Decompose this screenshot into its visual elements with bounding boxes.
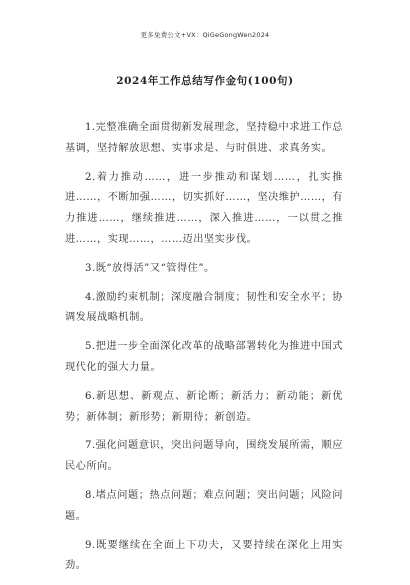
paragraph-4: 4.激励约束机制；深度融合制度；韧性和安全水平；协调发展战略机制。 (65, 291, 343, 324)
paragraph-5: 5.把进一步全面深化改革的战略部署转化为推进中国式现代化的强大力量。 (65, 341, 343, 373)
paragraph-7: 7.强化问题意识，突出问题导向，围绕发展所需，顺应民心所向。 (65, 440, 343, 473)
paragraph-8: 8.堵点问题；热点问题；难点问题；突出问题；风险问题。 (65, 489, 343, 522)
paragraph-6: 6.新思想、新观点、新论断；新活力；新动能；新优势；新体制；新形势；新期待；新创造。 (65, 390, 343, 423)
document-title: 2024年工作总结写作金句(100句) (116, 75, 294, 87)
header-note: 更多免费公文+VX：QiGeGongWen2024 (140, 31, 270, 39)
document-body (65, 118, 343, 585)
paragraph-2: 2.着力推动……，进一步推动和谋划……，扎实推进……，不断加强……，切实抓好……，坚决维护……，有力推进……，继续推进……，深入推进……，一以贯之推进……，实现……，……迈出坚实步伐。 (65, 171, 343, 245)
paragraph-9: 9.既要继续在全面上下功夫，又要持续在深化上用实劲。 (65, 539, 343, 572)
paragraph-1: 1.完整准确全面贯彻新发展理念，坚持稳中求进工作总基调，坚持解放思想、实事求是、与时俱进、求真务实。 (65, 122, 343, 154)
paragraph-3: 3.既“放得活”又“管得住”。 (85, 262, 215, 274)
